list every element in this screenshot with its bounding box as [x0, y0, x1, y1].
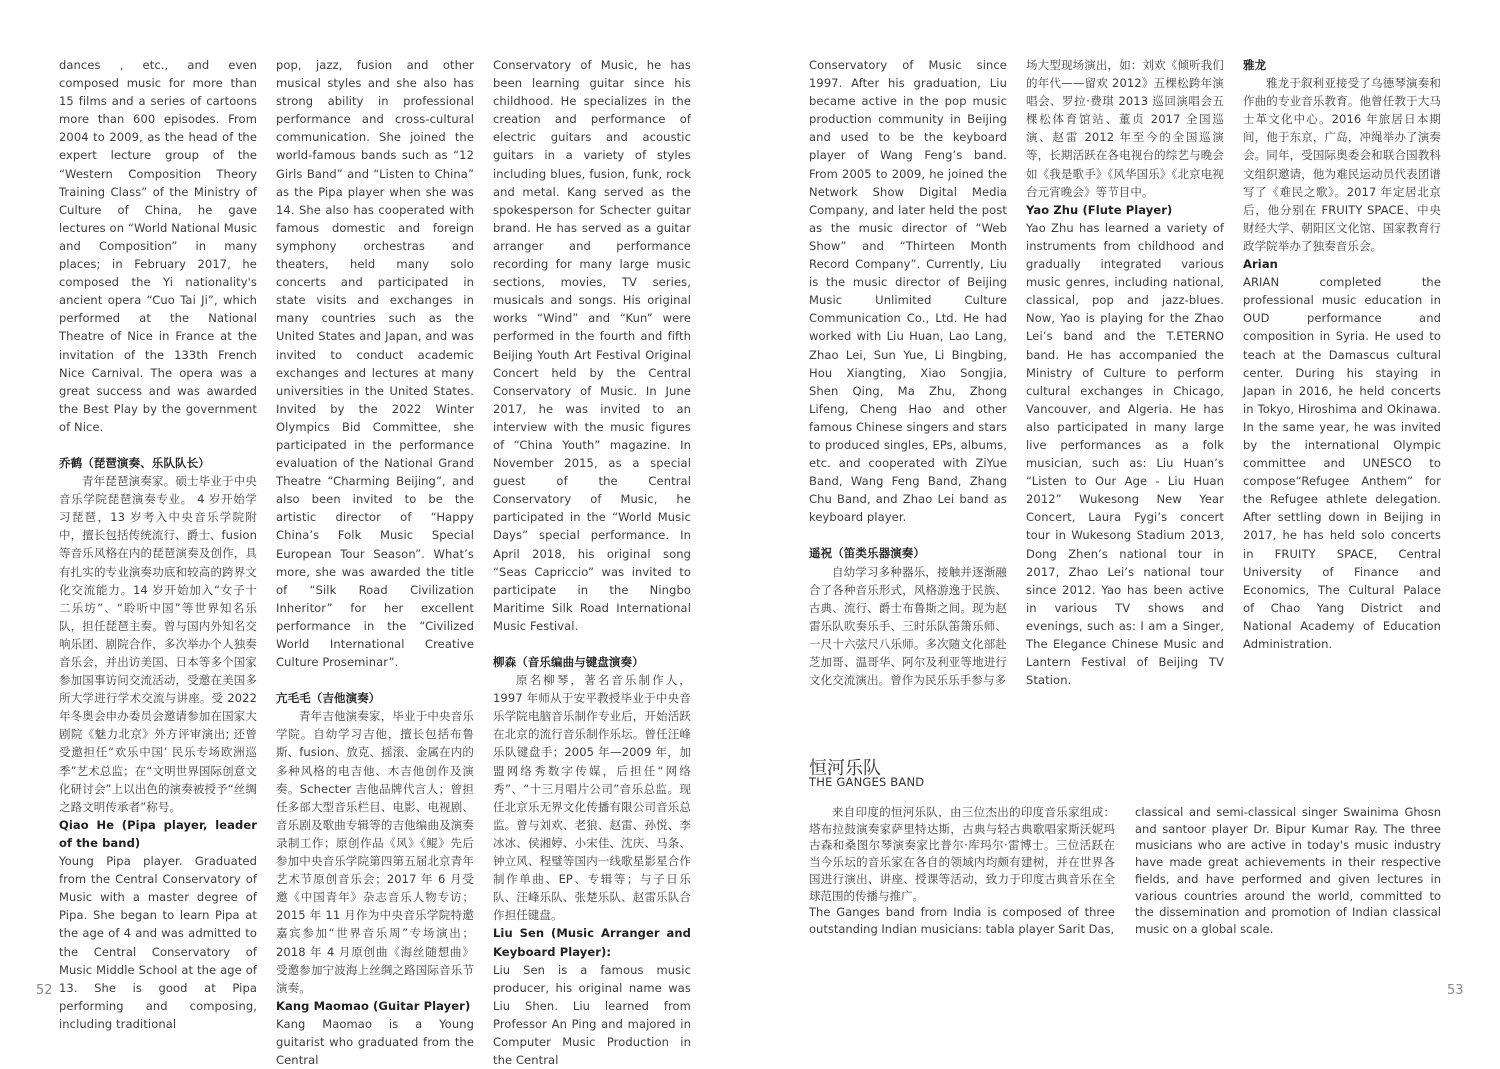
paragraph-zh: 青年琵琶演奏家。硕士毕业于中央音乐学院琵琶演奏专业。 4 岁开始学习琵琶，13 岁考入中央音乐学院附中，擅长包括传统流行、爵士、fusion 等音乐风格在内的琵琶演奏及创作，具有扎实的专业演奏功底和较高的跨界文化交流能力。14 岁开始加入“女子十二乐坊”、“聆听中国”等世界知名乐队，担任琵琶主奏。曾与国内外知名交响乐团、剧院合作，多次举办个人独奏音乐会，并出访美国、日本等多个国家参加国事访问交流活动，受邀在美国多所大学进行学术交流与讲座。受 2022 年冬奥会申办委员会邀请参加在国家大剧院《魅力北京》外方评审演出; 还曾受邀担任“欢乐中国’ 民乐专场欧洲巡季”艺术总监；在“文明世界国际创意文化研讨会”上以出色的演奏被授予“丝绸之路文明传承者”称号。: [59, 474, 257, 814]
paragraph: Liu Sen is a famous music producer, his original name was Liu Shen. Liu learned from Professor An Ping and majored in Computer Music Production in the Central: [493, 962, 691, 1068]
section-heading-zh: 柳森（音乐编曲与键盘演奏）: [493, 655, 644, 669]
paragraph: pop, jazz, fusion and other musical styles and she also has strong ability in professional performance and cross-cultural communication. She joined the world-famous bands such as “12 Girls Band” and “Listen to China” as the Pipa player when she was 14. She also has cooperated with famous domestic and foreign symphony orchestras and theaters, held many solo concerts and participated in state visits and exchanges in many countries such as the United States and Japan, and was invited to conduct academic exchanges and lectures at many universities in the United States. Invited by the 2022 Winter Olympics Bid Committee, she participated in the performance evaluation of the National Grand Theatre “Charming Beijing”, and also been invited to be the artistic director of “Happy China’s Folk Music Special European Tour Season”. What’s more, she was awarded the title of “Silk Road Civilization Inheritor” for her excellent performance in the “Civilized World International Creative Culture Proseminar”.: [276, 58, 474, 670]
paragraph: Yao Zhu has learned a variety of instruments from childhood and gradually integrated various music genres, including national, classical, pop and jazz-blues. Now, Yao is playing for the Zhao Lei’s band and the T.ETERNO band. He has accompanied the Ministry of Culture to perform cultural exchanges in Chicago, Vancouver, and Algeria. He has also participated in many large live performances as a folk musician, such as: Liu Huan’s “Listen to Our Age - Liu Huan 2012” Wukesong New Year Concert, Laura Fygi’s concert tour in Wukesong Stadium 2013, Dong Zhen’s national tour in 2017, Zhao Lei’s national tour since 2012. Yao has been active in various TV shows and evenings, such as: I am a Singer, The Elegance Chinese Music and Lantern Festival of Beijing TV Station.: [1026, 220, 1224, 688]
column-5: [1026, 56, 1224, 689]
section-heading-zh: 遥祝（笛类乐器演奏）: [809, 546, 925, 561]
column-2: [276, 56, 474, 1069]
section-heading-en: Arian: [1243, 257, 1278, 272]
paragraph: The Ganges band from India is composed of three outstanding Indian musicians: tabla player Sarit Das,: [809, 905, 1115, 936]
paragraph-zh: 原名柳琴，著名音乐制作人，1997 年师从于安平教授毕业于中央音乐学院电脑音乐制作专业后，开始活跃在北京的流行音乐制作乐坛。曾任汪峰乐队键盘手；2005 年—2009 年，加盟网络秀数字传媒，后担任“网络秀”、“十三月唱片公司”音乐总监。现任北京乐无界文化传播有限公司音乐总监。曾与刘欢、老狼、赵雷、孙悦、李冰冰、侯湘婷、小宋佳、沈庆、马条、钟立风、程璧等国内一线歌星影星合作制作单曲、EP、专辑等；与子日乐队、汪峰乐队、张楚乐队、赵雷乐队合作担任键盘。: [493, 673, 691, 923]
paragraph-zh: 自幼学习多种器乐，接触并逐渐融合了各种音乐形式，风格游逸于民族、古典、流行、爵士布鲁斯之间。现为赵雷乐队吹奏乐手、三时乐队笛箫乐师、一尺十六弦尺八乐师。多次随文化部赴芝加哥、温哥华、阿尔及利亚等地进行文化交流演出。曾作为民乐乐手参与多: [809, 564, 1007, 688]
paragraph: Kang Maomao is a Young guitarist who graduated from the Central: [276, 1016, 474, 1068]
page-number-left: 52: [36, 983, 53, 998]
section-heading-zh: 乔鹤（琵琶演奏、乐队队长）: [59, 455, 210, 470]
column-6: [1243, 56, 1441, 653]
paragraph-zh: 来自印度的恒河乐队，由三位杰出的印度音乐家组成：塔布拉鼓演奏家萨里特达斯，古典与轻古典歌唱家斯沃妮玛古森和桑图尔琴演奏家比普尔·库玛尔·雷博士。三位活跃在当今乐坛的音乐家在各自的领域内均颇有建树，并在世界各国进行演出、讲座、授课等活动，致力于印度古典音乐在全球范围的传播与推广。: [809, 805, 1115, 903]
section-title-zh: 恒河乐队: [809, 758, 881, 779]
column-4: [809, 56, 1007, 689]
paragraph: Young Pipa player. Graduated from the Central Conservatory of Music with a master degree of Pipa. She began to learn Pipa at the age of 4 and was admitted to the Central Conservatory of Music Middle School at the age of 13. She is good at Pipa performing and composing, including traditional: [59, 854, 257, 1031]
section-heading-en: Liu Sen (Music Arranger and Keyboard Player):: [493, 926, 691, 959]
page-number-right: 53: [1447, 983, 1464, 998]
section-heading-zh: 亢毛毛（吉他演奏）: [276, 691, 381, 706]
ganges-column-right: [1135, 804, 1441, 938]
section-heading-en: Qiao He (Pipa player, leader of the band): [59, 817, 257, 850]
paragraph: ARIAN completed the professional music education in OUD performance and composition in Syria. He used to teach at the Damascus cultural center. During his staying in Japan in 2016, he held concerts in Tokyo, Hiroshima and Okinawa. In the same year, he was invited by the international Olympic committee and UNESCO to compose“Refugee Anthem” for the Refugee athlete delegation. After settling down in Beijing in 2017, he has held solo concerts in FRUITY SPACE, Central University of Finance and Economics, The Cultural Palace of Chao Yang District and National Academy of Education Administration.: [1243, 275, 1441, 651]
paragraph: classical and semi-classical singer Swainima Ghosn and santoor player Dr. Bipur Kumar Ray. The three musicians who are active in today's music industry have made great achievements in their respective fields, and have performed and given lectures in various countries around the world, committed to the dissemination and promotion of Indian classical music on a global scale.: [1135, 805, 1441, 936]
section-heading-en: Yao Zhu (Flute Player): [1026, 202, 1173, 217]
paragraph: Conservatory of Music since 1997. After his graduation, Liu became active in the pop music production community in Beijing and used to be the keyboard player of Wang Feng’s band. From 2005 to 2009, he joined the Network Show Digital Media Company, and later held the post as the music director of “Web Show” and “Thirteen Month Record Company”. Currently, Liu is the music director of Beijing Music Unlimited Culture Communication Co., Ltd. He had worked with Liu Huan, Lao Lang, Zhao Lei, Sun Yue, Li Bingbing, Hou Xiangting, Xiao Songjia, Shen Qing, Ma Zhu, Zhong Lifeng, Cheng Hao and other famous Chinese singers and stars to produced singles, EPs, albums, etc. and cooperated with ZiYue Band, Wang Feng Band, Zhang Chu Band, and Zhao Lei band as keyboard player.: [809, 58, 1007, 525]
paragraph-zh: 雅龙于叙利亚接受了乌德琴演奏和作曲的专业音乐教育。他曾任教于大马士革文化中心。2016 年旅居日本期间，他于东京，广岛，冲绳举办了演奏会。同年，受国际奥委会和联合国教科文组织邀请，他为难民运动员代表团谱写了《难民之歌》。2017 年定居北京后，他分别在 FRUITY SPACE、中央财经大学、朝阳区文化馆、国家教育行政学院举办了独奏音乐会。: [1243, 76, 1441, 253]
section-heading-zh: 雅龙: [1243, 58, 1267, 72]
paragraph-zh: 青年吉他演奏家，毕业于中央音乐学院。自幼学习吉他，擅长包括布鲁斯、fusion、放克、摇滚、金属在内的多种风格的电吉他、木吉他创作及演奏。Schecter 吉他品牌代言人；曾担任多部大型音乐栏目、电影、电视剧、音乐剧及歌曲专辑等的吉他编曲及演奏录制工作；原创作品《风》《鲲》先后参加中央音乐学院第四第五届北京青年艺术节原创音乐会；2017 年 6 月受邀《中国青年》杂志音乐人物专访；2015 年 11 月作为中央音乐学院特邀嘉宾参加“世界音乐周”专场演出；2018 年 4 月原创曲《海丝随想曲》受邀参加宁波海上丝绸之路国际音乐节演奏。: [276, 709, 474, 995]
paragraph-zh: 场大型现场演出，如：刘欢《倾听我们的年代——留欢 2012》五棵松跨年演唱会、罗拉·费琪 2013 巡回演唱会五棵松体育馆站、董贞 2017 全国巡演、赵雷 2012 年至今的全国巡演等，长期活跃在各电视台的综艺与晚会如《我是歌手》《风华国乐》《北京电视台元宵晚会》等节目中。: [1026, 58, 1224, 199]
section-heading-en: Kang Maomao (Guitar Player): [276, 998, 471, 1013]
column-1: [59, 56, 257, 1033]
ganges-column-left: [809, 804, 1115, 938]
section-title-en: THE GANGES BAND: [809, 775, 925, 789]
paragraph: dances , etc., and even composed music for more than 15 films and a series of cartoons more than 600 episodes. From 2004 to 2009, as the head of the expert lecture group of the “Western Composition Theory Training Class” of the Ministry of Culture of China, he gave lectures on “World National Music and Composition” in many places; in February 2017, he composed the Yi nationality's ancient opera “Cuo Tai Ji”, which performed at the National Theatre of Nice in France at the invitation of the 133th French Nice Carnival. The opera was a great success and was awarded the Best Play by the government of Nice.: [59, 58, 257, 434]
column-3: [493, 56, 691, 1069]
paragraph: Conservatory of Music, he has been learning guitar since his childhood. He specializes in the creation and performance of electric guitars and acoustic guitars in a variety of styles including blues, fusion, funk, rock and metal. Kang served as the spokesperson for Schecter guitar brand. He has served as a guitar arranger and performance recording for many large music sections, movies, TV series, musicals and songs. His original works “Wind” and “Kun” were performed in the fourth and fifth Beijing Youth Art Festival Original Concert held by the Central Conservatory of Music. In June 2017, he was invited to an interview with the music figures of “China Youth” magazine. In November 2015, as a special guest of the Central Conservatory of Music, he participated in the “World Music Days” special performance. In April 2018, his original song “Seas Capriccio” was invited to participate in the Ningbo Maritime Silk Road International Music Festival.: [493, 58, 691, 633]
